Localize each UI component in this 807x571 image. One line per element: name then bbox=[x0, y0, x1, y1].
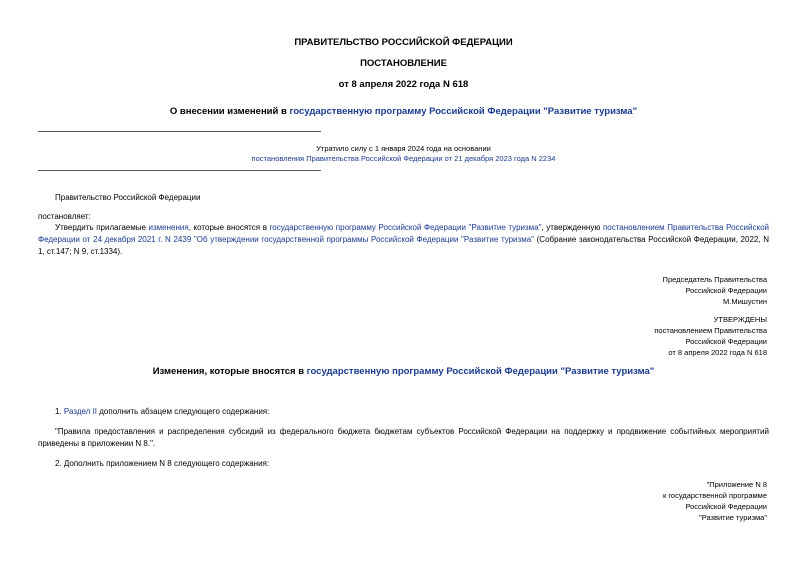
title-prefix: О внесении изменений в bbox=[169, 106, 290, 117]
approved-label: УТВЕРЖДЕНЫ bbox=[713, 315, 767, 324]
quote-paragraph: "Правила предоставления и распределения субсидий из федерального бюджета бюджетам субъектов Российской Федерации на поддержку и продвижение событийных мероприятий приведены в приложении N 8.". bbox=[38, 427, 769, 448]
preamble-decides: постановляет: bbox=[38, 212, 91, 221]
approve-text-2: , которые вносятся в bbox=[188, 223, 270, 232]
changes-title-prefix: Изменения, которые вносятся в bbox=[152, 366, 307, 377]
item-1-text: дополнить абзацем следующего содержания: bbox=[97, 407, 270, 416]
government-heading: ПРАВИТЕЛЬСТВО РОССИЙСКОЙ ФЕДЕРАЦИИ bbox=[294, 37, 513, 48]
signature-country: Российской Федерации bbox=[685, 286, 767, 295]
document-title bbox=[0, 106, 807, 117]
signature-name: М.Мишустин bbox=[723, 297, 767, 306]
separator-top bbox=[38, 131, 321, 132]
title-program-link[interactable]: государственную программу Российской Федерации "Развитие туризма" bbox=[289, 106, 638, 117]
appendix-block bbox=[467, 479, 767, 523]
approve-text-1: Утвердить прилагаемые bbox=[55, 223, 149, 232]
item-1 bbox=[55, 406, 269, 418]
resolution-2439-link[interactable]: постановлением Правительства Российской Федерации от 24 декабря 2021 г. N 2439 "Об утверждении государственной программы Российской Федерации "Развитие туризма" bbox=[38, 223, 769, 244]
appendix-program: к государственной программе bbox=[662, 491, 767, 500]
item-1-number: 1. bbox=[55, 407, 64, 416]
document-type: ПОСТАНОВЛЕНИЕ bbox=[360, 58, 447, 69]
document-date-number: от 8 апреля 2022 года N 618 bbox=[338, 79, 469, 90]
approve-text-4: (Собрание законодательства Российской Федерации, 2022, N 1, ст.147; N 9, ст.1334). bbox=[38, 235, 769, 256]
changes-title-program-link[interactable]: государственную программу Российской Федерации "Развитие туризма" bbox=[306, 366, 655, 377]
appendix-country: Российской Федерации bbox=[685, 502, 767, 511]
changes-title bbox=[0, 366, 807, 377]
expiry-link[interactable]: постановления Правительства Российской Федерации от 21 декабря 2023 года N 2234 bbox=[251, 154, 556, 163]
approved-block bbox=[467, 314, 767, 358]
section-ii-link[interactable]: Раздел II bbox=[63, 407, 98, 416]
item-2: 2. Дополнить приложением N 8 следующего содержания: bbox=[55, 459, 270, 468]
signature-position: Председатель Правительства bbox=[662, 275, 767, 284]
signature-block bbox=[467, 274, 767, 307]
separator-bottom bbox=[38, 170, 321, 171]
expiry-note: Утратило силу с 1 января 2024 года на основании bbox=[316, 144, 491, 153]
appendix-name: "Развитие туризма" bbox=[699, 513, 767, 522]
approve-text-3: , утвержденную bbox=[541, 223, 603, 232]
approved-date: от 8 апреля 2022 года N 618 bbox=[668, 348, 767, 357]
appendix-number: "Приложение N 8 bbox=[706, 480, 767, 489]
program-link[interactable]: государственную программу Российской Федерации "Развитие туризма" bbox=[269, 223, 542, 232]
preamble-government: Правительство Российской Федерации bbox=[55, 193, 201, 202]
approved-by: постановлением Правительства bbox=[654, 326, 767, 335]
approved-country: Российской Федерации bbox=[685, 337, 767, 346]
approve-paragraph bbox=[38, 222, 769, 258]
changes-link[interactable]: изменения bbox=[148, 223, 189, 232]
